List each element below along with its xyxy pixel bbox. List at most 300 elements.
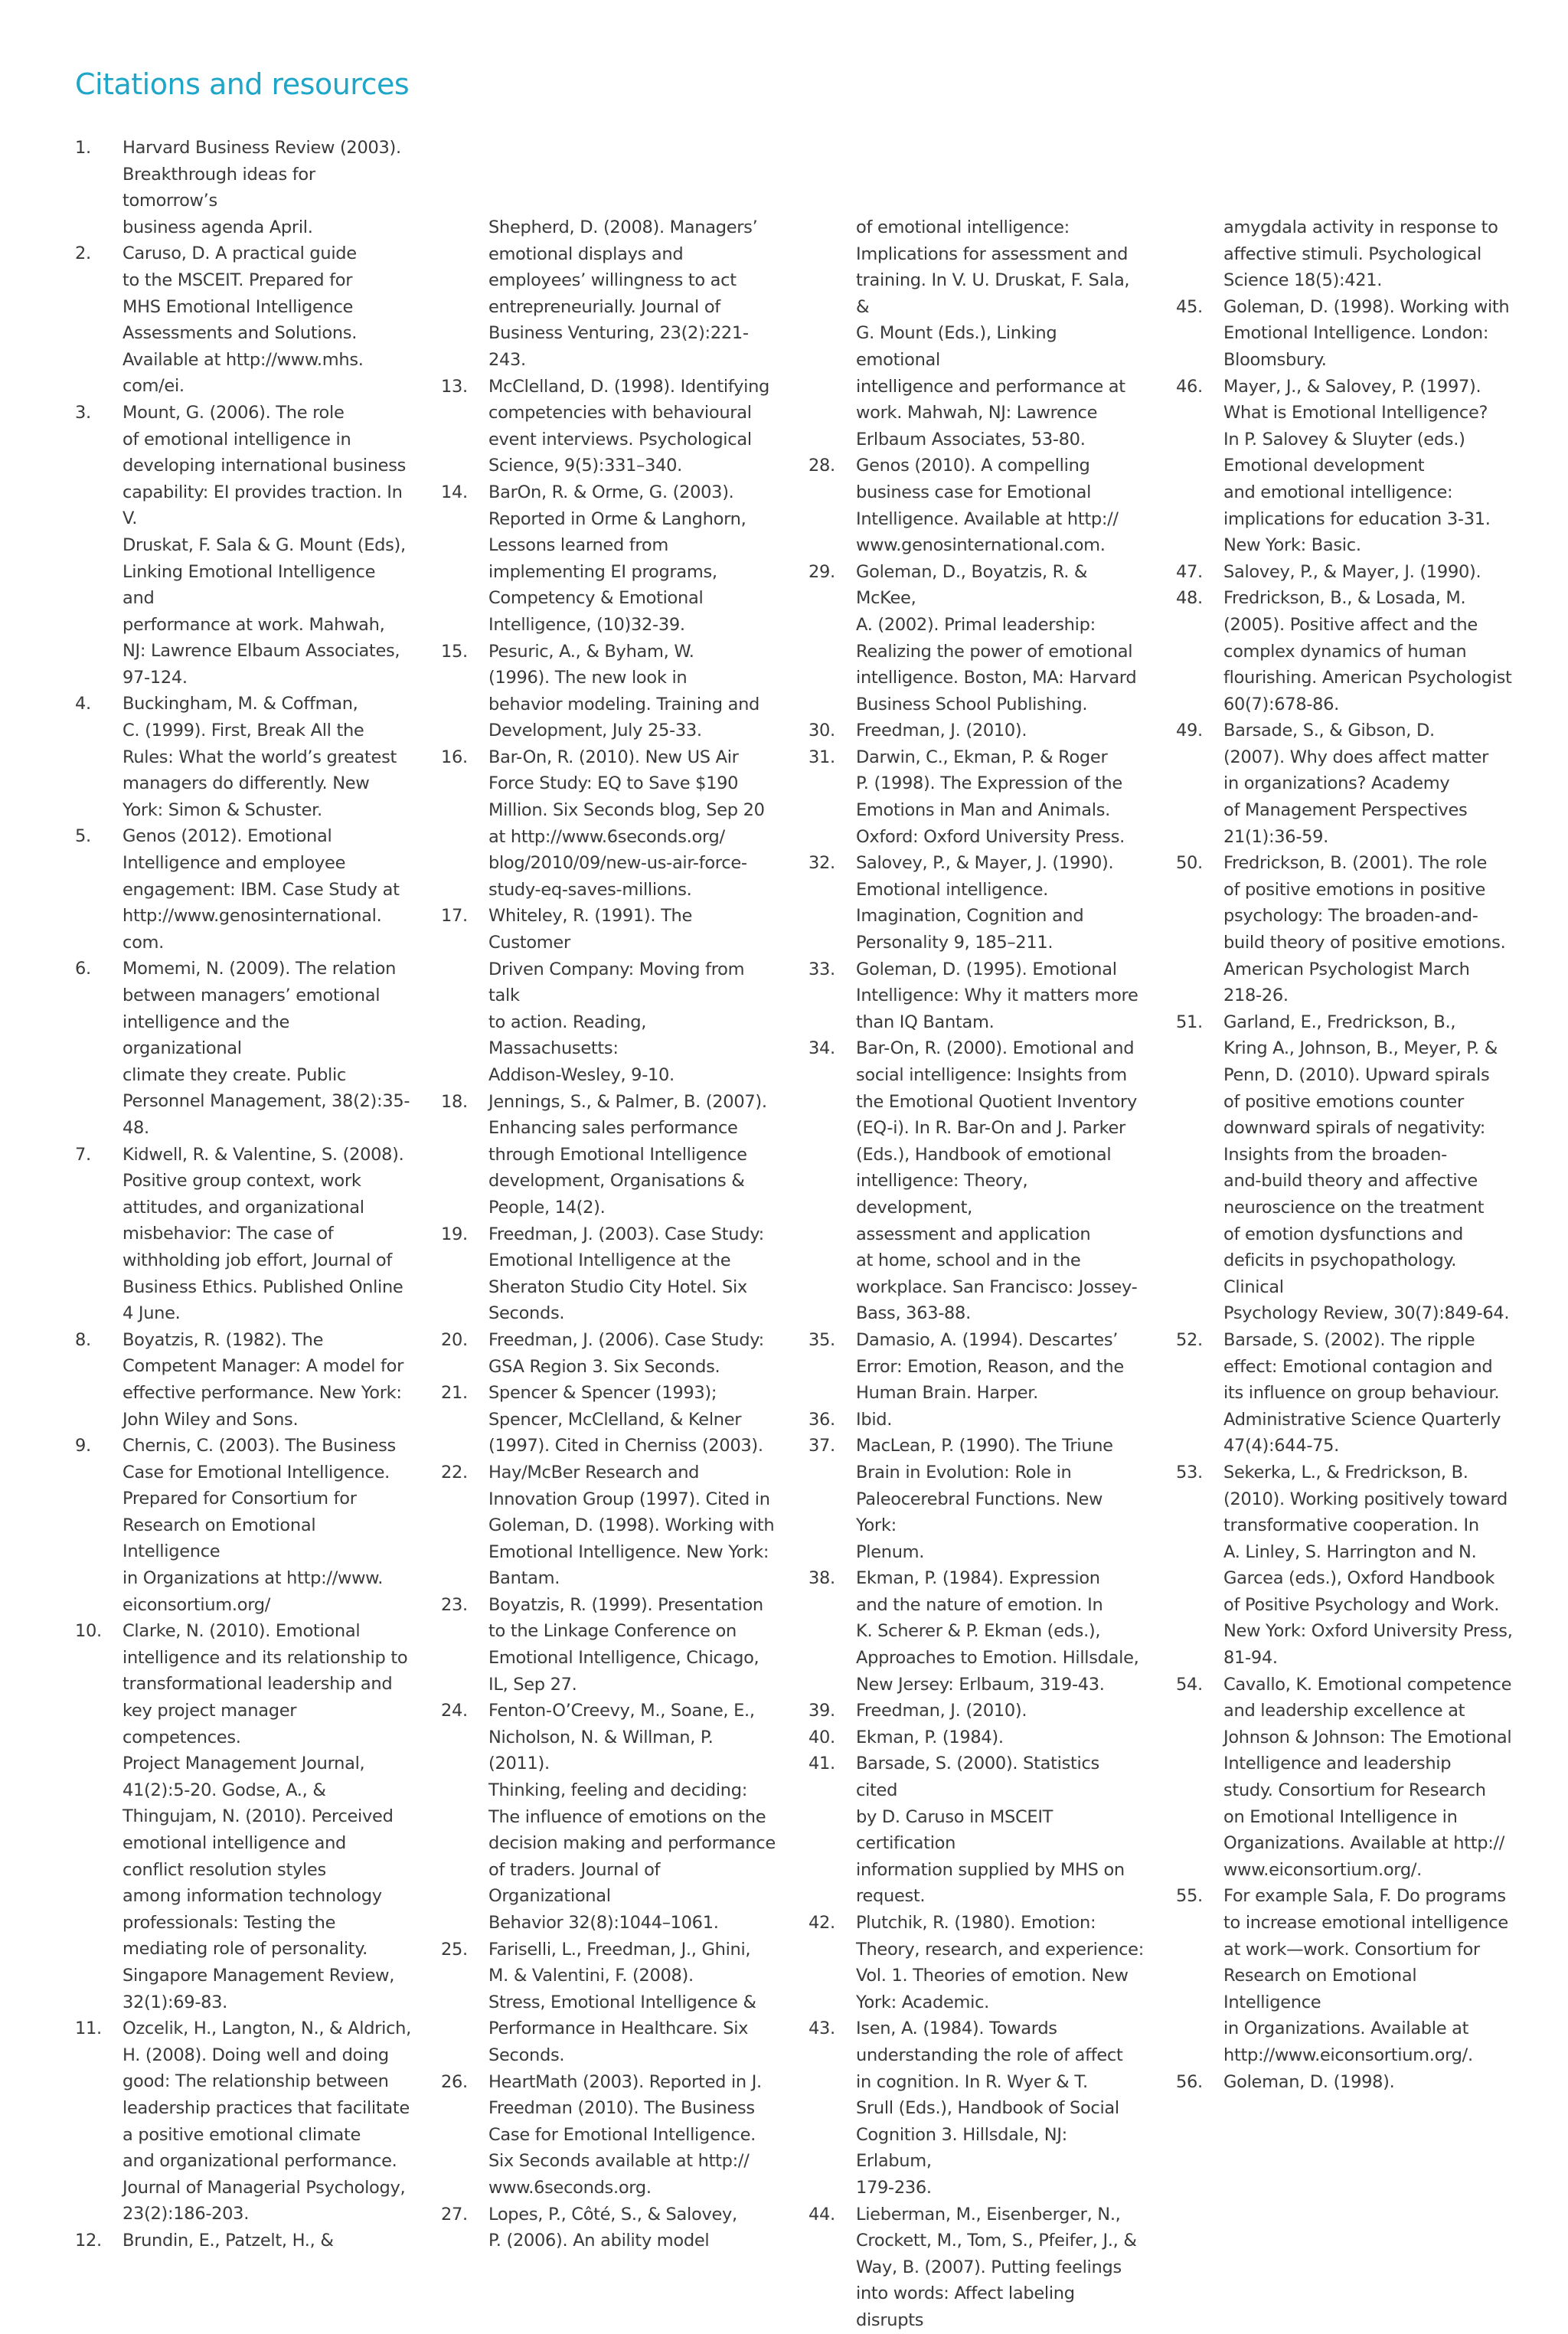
citation-text: [122, 1142, 412, 1327]
citation-line: Emotions in Man and Animals.: [856, 800, 1110, 821]
citation-line: Force Study: EQ to Save $190: [488, 773, 739, 794]
citation-line: Penn, D. (2010). Upward spirals: [1223, 1065, 1490, 1085]
citation-line: Freedman, J. (2010).: [856, 1701, 1027, 1721]
citation-line: by D. Caruso in MSCEIT certification: [856, 1806, 1054, 1854]
citation-line: Spencer & Spencer (1993);: [488, 1383, 717, 1404]
citation-line: of traders. Journal of Organizational: [488, 1859, 661, 1907]
citation-line: Case for Emotional Intelligence.: [488, 2124, 756, 2145]
citation-entry: [75, 1327, 412, 1433]
citation-entry: [808, 1327, 1145, 1407]
citation-entry: [1176, 850, 1513, 1009]
citation-line: 23(2):186-203.: [122, 2204, 250, 2224]
citation-entry: [808, 1565, 1145, 1698]
citation-line: Science 18(5):421.: [1223, 270, 1383, 291]
citation-line: (1996). The new look in: [488, 668, 688, 688]
citation-line: Fariselli, L., Freedman, J., Ghini,: [488, 1939, 751, 1960]
citation-text: [856, 718, 1145, 744]
citation-text: [1223, 1327, 1513, 1460]
citation-line: http://www.eiconsortium.org/.: [1223, 2045, 1473, 2065]
citation-line: key project manager competences.: [122, 1701, 297, 1747]
citation-text: [122, 1618, 412, 2015]
citation-entry: [1176, 1883, 1513, 2068]
citation-number: 23.: [441, 1594, 468, 1615]
citation-line: www.eiconsortium.org/.: [1223, 1859, 1422, 1880]
citation-entry: [1176, 294, 1513, 374]
citation-line: in Organizations. Available at: [1223, 2019, 1469, 2039]
citation-line: build theory of positive emotions.: [1223, 933, 1506, 953]
citation-line: of Positive Psychology and Work.: [1223, 1594, 1500, 1615]
citation-line: to the Linkage Conference on: [488, 1621, 737, 1642]
citation-entry: [441, 1698, 778, 1936]
citation-number: 51.: [1176, 1012, 1203, 1032]
citation-text: [856, 1698, 1145, 1724]
citation-line: Goleman, D., Boyatzis, R. & McKee,: [856, 561, 1088, 609]
citation-entry: [1176, 1327, 1513, 1460]
citation-line: Innovation Group (1997). Cited in: [488, 1489, 770, 1509]
citation-line: G. Mount (Eds.), Linking emotional: [856, 323, 1057, 370]
citation-number: 20.: [441, 1329, 468, 1350]
citation-line: Addison-Wesley, 9-10.: [488, 1065, 675, 1085]
citation-line: Intelligence and leadership: [1223, 1754, 1452, 1774]
citation-line: Genos (2010). A compelling: [856, 456, 1090, 476]
citation-text: [122, 2228, 412, 2254]
citation-line: intelligence and performance at: [856, 376, 1125, 397]
citation-number: 45.: [1176, 296, 1203, 317]
citation-text: [122, 1433, 412, 1618]
citation-line: What is Emotional Intelligence?: [1223, 403, 1488, 423]
citation-line: In P. Salovey & Sluyter (eds.): [1223, 429, 1465, 449]
citation-line: and the nature of emotion. In: [856, 1594, 1103, 1615]
citation-line: psychology: The broaden-and-: [1223, 906, 1478, 927]
citation-line: Competency & Emotional: [488, 588, 704, 609]
citation-line: (2007). Why does affect matter: [1223, 747, 1489, 767]
citation-entry: [441, 1592, 778, 1698]
citation-line: Project Management Journal,: [122, 1754, 365, 1774]
citation-line: of emotional intelligence in: [122, 429, 351, 449]
citation-number: 50.: [1176, 853, 1203, 874]
citation-entry: [808, 1698, 1145, 1724]
citation-number: 21.: [441, 1383, 468, 1404]
citation-text: [488, 639, 778, 744]
citation-text: [1223, 294, 1513, 374]
citation-line: than IQ Bantam.: [856, 1012, 995, 1032]
citation-line: emotional displays and: [488, 244, 684, 264]
citation-line: Realizing the power of emotional: [856, 641, 1133, 662]
citation-entry: [75, 135, 412, 240]
citation-line: Organizations. Available at http://: [1223, 1833, 1505, 1854]
citation-line: 81-94.: [1223, 1648, 1278, 1669]
citation-entry: [808, 2015, 1145, 2201]
citation-entry: [75, 691, 412, 823]
citation-line: Momemi, N. (2009). The relation: [122, 959, 397, 979]
citation-line: (2005). Positive affect and the: [1223, 614, 1478, 635]
citation-line: withholding job effort, Journal of: [122, 1250, 392, 1270]
citation-line: Brain in Evolution: Role in: [856, 1462, 1072, 1482]
citation-line: 48.: [122, 1117, 149, 1138]
citation-number: 29.: [808, 561, 835, 582]
citation-line: Vol. 1. Theories of emotion. New: [856, 1966, 1129, 1986]
citation-line: intelligence: Theory, development,: [856, 1171, 1028, 1218]
citation-entry: [808, 1750, 1145, 1910]
citation-entry: [1176, 1672, 1513, 1884]
citation-line: 41(2):5-20. Godse, A., &: [122, 1780, 326, 1800]
citation-line: Linking Emotional Intelligence and: [122, 561, 376, 609]
citation-line: Goleman, D. (1998). Working with: [488, 1515, 775, 1536]
citation-line: assessment and application: [856, 1224, 1091, 1244]
citation-line: Goleman, D. (1998).: [1223, 2071, 1395, 2092]
citation-line: Shepherd, D. (2008). Managers’: [488, 217, 758, 237]
citation-entry: [808, 559, 1145, 718]
citation-line: Bar-On, R. (2000). Emotional and: [856, 1038, 1135, 1059]
citation-number: 2.: [75, 244, 91, 264]
citation-line: professionals: Testing the: [122, 1912, 336, 1933]
citation-line: Fredrickson, B., & Losada, M.: [1223, 588, 1466, 609]
citation-line: Personnel Management, 38(2):35-: [122, 1091, 410, 1112]
citation-line: study-eq-saves-millions.: [488, 879, 692, 900]
citation-line: to action. Reading, Massachusetts:: [488, 1012, 647, 1059]
citations-column-3: [808, 214, 1145, 2334]
citation-line: Bar-On, R. (2010). New US Air: [488, 747, 739, 767]
citation-line: Jennings, S., & Palmer, B. (2007).: [488, 1091, 767, 1112]
citation-number: 11.: [75, 2019, 102, 2039]
citation-line: K. Scherer & P. Ekman (eds.),: [856, 1621, 1101, 1642]
citation-number: 10.: [75, 1621, 102, 1642]
citation-line: leadership practices that facilitate: [122, 2097, 410, 2118]
citation-text: [122, 956, 412, 1141]
citation-line: Plutchik, R. (1980). Emotion:: [856, 1913, 1096, 1933]
citation-line: Ibid.: [856, 1409, 893, 1430]
citation-entry: [75, 823, 412, 956]
citation-line: York: Simon & Schuster.: [122, 799, 322, 820]
citation-text: [1223, 2069, 1513, 2096]
citation-entry: [441, 639, 778, 744]
citation-number: 27.: [441, 2204, 468, 2224]
citation-text: [1223, 585, 1513, 718]
citation-line: Paleocerebral Functions. New York:: [856, 1489, 1103, 1536]
citation-text: [856, 744, 1145, 850]
citation-line: intelligence and its relationship to: [122, 1647, 408, 1668]
citation-line: Sheraton Studio City Hotel. Six: [488, 1277, 747, 1297]
citation-line: training. In V. U. Druskat, F. Sala, &: [856, 270, 1130, 317]
citation-line: behavior modeling. Training and: [488, 694, 760, 714]
citation-line: Stress, Emotional Intelligence &: [488, 1992, 756, 2012]
citation-line: Garcea (eds.), Oxford Handbook: [1223, 1568, 1495, 1589]
citation-line: Barsade, S., & Gibson, D.: [1223, 721, 1435, 741]
citation-entry: [441, 1221, 778, 1327]
citation-line: 60(7):678-86.: [1223, 694, 1340, 714]
citation-line: Caruso, D. A practical guide: [122, 244, 357, 264]
citation-entry: [75, 2228, 412, 2254]
citation-entry: [1176, 718, 1513, 850]
citation-number: 19.: [441, 1224, 468, 1244]
citation-line: of Management Perspectives: [1223, 800, 1468, 821]
citation-text: [1223, 374, 1513, 559]
citation-number: 31.: [808, 747, 835, 767]
citation-line: Enhancing sales performance: [488, 1118, 738, 1139]
citation-line: Lessons learned from: [488, 535, 668, 556]
citation-line: Clarke, N. (2010). Emotional: [122, 1621, 361, 1642]
citation-line: amygdala activity in response to: [1223, 217, 1498, 237]
citation-number: 3.: [75, 402, 91, 423]
citation-line: American Psychologist March: [1223, 959, 1470, 979]
citation-line: John Wiley and Sons.: [122, 1409, 299, 1430]
citation-line: www.6seconds.org.: [488, 2177, 652, 2198]
citation-line: effect: Emotional contagion and: [1223, 1356, 1493, 1377]
citation-text: [856, 1724, 1145, 1751]
citation-line: Development, July 25-33.: [488, 721, 702, 741]
citation-line: Psychology Review, 30(7):849-64.: [1223, 1303, 1510, 1324]
citation-line: Salovey, P., & Mayer, J. (1990).: [856, 853, 1114, 874]
citation-line: eiconsortium.org/: [122, 1594, 271, 1615]
citation-line: Science, 9(5):331–340.: [488, 456, 682, 476]
citation-line: neuroscience on the treatment: [1223, 1197, 1485, 1218]
citation-number: 15.: [441, 641, 468, 662]
citation-line: Freedman, J. (2006). Case Study:: [488, 1329, 764, 1350]
citation-line: Emotional development: [1223, 456, 1425, 476]
citation-text: [122, 691, 412, 823]
citation-entry: [808, 850, 1145, 956]
citation-number: 22.: [441, 1462, 468, 1482]
citation-line: Spencer, McClelland, & Kelner: [488, 1409, 742, 1430]
citation-line: Available at http://www.mhs.: [122, 349, 364, 370]
citation-line: at home, school and in the: [856, 1250, 1081, 1271]
citation-line: P. (2006). An ability model: [488, 2231, 710, 2251]
citation-entry: [75, 2015, 412, 2228]
citation-line: Research on Emotional Intelligence: [122, 1515, 316, 1562]
citation-line: Business School Publishing.: [856, 694, 1088, 714]
citation-number: 6.: [75, 959, 91, 979]
citation-number: 8.: [75, 1329, 91, 1350]
citation-text: [122, 1327, 412, 1433]
citation-text: [856, 2202, 1145, 2334]
citation-text: [122, 2015, 412, 2228]
citation-line: Business Venturing, 23(2):221-243.: [488, 323, 749, 370]
citation-line: The influence of emotions on the: [488, 1806, 766, 1827]
citation-entry: [441, 1937, 778, 2069]
citation-entry-continued: [1176, 214, 1513, 294]
citation-line: a positive emotional climate: [122, 2124, 361, 2145]
citation-text: [856, 850, 1145, 956]
citation-line: and organizational performance.: [122, 2151, 397, 2172]
citation-line: P. (1998). The Expression of the: [856, 773, 1122, 794]
citation-line: capability: EI provides traction. In V.: [122, 482, 403, 529]
citation-line: Reported in Orme & Langhorn,: [488, 508, 746, 529]
citation-line: downward spirals of negativity:: [1223, 1118, 1486, 1139]
citation-number: 17.: [441, 906, 468, 927]
citation-line: blog/2010/09/new-us-air-force-: [488, 853, 747, 874]
citation-text: [856, 1035, 1145, 1327]
citation-line: at work—work. Consortium for: [1223, 1939, 1480, 1960]
citation-number: 52.: [1176, 1329, 1203, 1350]
citation-entry: [1176, 559, 1513, 586]
citation-line: Erlbaum Associates, 53-80.: [856, 429, 1086, 449]
citation-line: 32(1):69-83.: [122, 1992, 228, 2012]
citation-line: Driven Company: Moving from talk: [488, 959, 745, 1006]
citation-line: Goleman, D. (1995). Emotional: [856, 959, 1117, 979]
citation-text: [122, 823, 412, 956]
citation-line: Hay/McBer Research and: [488, 1462, 700, 1482]
citation-line: GSA Region 3. Six Seconds.: [488, 1356, 720, 1377]
citation-text: [488, 479, 778, 639]
citation-line: of emotion dysfunctions and: [1223, 1224, 1463, 1244]
citation-text: [488, 1089, 778, 1221]
citation-line: Oxford: Oxford University Press.: [856, 826, 1125, 847]
citation-line: intelligence. Boston, MA: Harvard: [856, 668, 1137, 688]
citation-number: 47.: [1176, 561, 1203, 582]
citation-line: Isen, A. (1984). Towards: [856, 2019, 1057, 2039]
citation-line: competencies with behavioural: [488, 403, 752, 423]
citation-entry: [75, 1433, 412, 1618]
citation-line: Cognition 3. Hillsdale, NJ: Erlabum,: [856, 2124, 1067, 2172]
citation-line: Fredrickson, B. (2001). The role: [1223, 853, 1488, 874]
citation-line: A. (2002). Primal leadership:: [856, 614, 1096, 635]
citation-text: [488, 2069, 778, 2202]
citation-line: business case for Emotional: [856, 482, 1092, 502]
citation-line: conflict resolution styles: [122, 1859, 326, 1880]
citation-line: Intelligence: Why it matters more: [856, 986, 1138, 1006]
citation-line: 179-236.: [856, 2177, 932, 2198]
citation-number: 13.: [441, 376, 468, 397]
citation-line: 218-26.: [1223, 986, 1289, 1006]
citation-line: Genos (2012). Emotional: [122, 826, 332, 847]
citation-line: Emotional Intelligence. London:: [1223, 323, 1489, 344]
citation-number: 26.: [441, 2071, 468, 2092]
citation-line: of positive emotions counter: [1223, 1091, 1464, 1112]
citation-line: 4 June.: [122, 1303, 181, 1324]
citation-line: McClelland, D. (1998). Identifying: [488, 376, 770, 397]
citation-text: [488, 214, 778, 374]
citation-entry: [441, 1380, 778, 1460]
citation-number: 53.: [1176, 1462, 1203, 1482]
citation-line: complex dynamics of human: [1223, 641, 1467, 662]
citation-line: com.: [122, 932, 165, 953]
citation-number: 39.: [808, 1701, 835, 1721]
citation-line: Lieberman, M., Eisenberger, N.,: [856, 2204, 1121, 2224]
citation-line: Kring A., Johnson, B., Meyer, P. &: [1223, 1038, 1498, 1059]
citations-column-2: [441, 214, 778, 2254]
citation-number: 12.: [75, 2230, 102, 2251]
citation-line: emotional intelligence and: [122, 1833, 347, 1853]
citation-line: Six Seconds available at http://: [488, 2151, 750, 2172]
citation-line: Mount, G. (2006). The role: [122, 402, 345, 423]
citation-line: Intelligence and employee: [122, 853, 346, 874]
citation-line: MHS Emotional Intelligence: [122, 296, 354, 317]
citation-line: work. Mahwah, NJ: Lawrence: [856, 403, 1098, 423]
citation-number: 43.: [808, 2019, 835, 2039]
citation-line: developing international business: [122, 456, 407, 476]
citation-line: Sekerka, L., & Fredrickson, B.: [1223, 1462, 1468, 1482]
citation-text: [1223, 1883, 1513, 2068]
citation-line: intelligence and the organizational: [122, 1012, 290, 1059]
citation-line: and emotional intelligence:: [1223, 482, 1453, 502]
citation-line: Freedman, J. (2010).: [856, 721, 1027, 741]
citation-text: [856, 559, 1145, 718]
citation-line: Kidwell, R. & Valentine, S. (2008).: [122, 1144, 404, 1165]
citation-line: in Organizations at http://www.: [122, 1568, 384, 1589]
citation-line: HeartMath (2003). Reported in J.: [488, 2071, 762, 2092]
citation-number: 14.: [441, 482, 468, 502]
citation-entry: [75, 400, 412, 691]
citation-text: [856, 1565, 1145, 1698]
citation-line: Seconds.: [488, 1303, 565, 1324]
citation-line: Prepared for Consortium for: [122, 1489, 357, 1509]
citation-line: 97-124.: [122, 667, 188, 688]
citation-text: [1223, 1009, 1513, 1327]
citation-line: Freedman (2010). The Business: [488, 2098, 755, 2119]
citation-line: NJ: Lawrence Elbaum Associates,: [122, 641, 400, 662]
citation-line: engagement: IBM. Case Study at: [122, 879, 400, 900]
citation-text: [122, 400, 412, 691]
citation-line: understanding the role of affect: [856, 2045, 1123, 2065]
citation-line: Emotional Intelligence, Chicago,: [488, 1648, 760, 1669]
citation-text: [1223, 559, 1513, 586]
citation-line: information supplied by MHS on: [856, 1859, 1125, 1880]
citation-line: Insights from the broaden-: [1223, 1144, 1447, 1165]
citation-entry-continued: [808, 214, 1145, 453]
citation-number: 5.: [75, 826, 91, 847]
citation-line: (EQ-i). In R. Bar-On and J. Parker: [856, 1118, 1126, 1139]
citation-number: 42.: [808, 1913, 835, 1933]
citation-line: study. Consortium for Research: [1223, 1780, 1486, 1801]
citation-line: Implications for assessment and: [856, 244, 1129, 264]
citation-line: Emotional Intelligence. New York:: [488, 1541, 769, 1562]
citation-line: at http://www.6seconds.org/: [488, 826, 725, 847]
citation-line: Administrative Science Quarterly: [1223, 1409, 1501, 1430]
citation-line: People, 14(2).: [488, 1197, 606, 1218]
citation-line: com/ei.: [122, 376, 185, 397]
citation-line: www.genosinternational.com.: [856, 535, 1106, 556]
citation-line: Intelligence. Available at http://: [856, 508, 1119, 529]
citation-text: [488, 374, 778, 479]
citation-text: [856, 1407, 1145, 1433]
citation-entry: [441, 1089, 778, 1221]
citation-line: in cognition. In R. Wyer & T.: [856, 2071, 1088, 2092]
citation-line: New York: Basic.: [1223, 535, 1361, 556]
citation-entry: [808, 1724, 1145, 1751]
citation-line: into words: Affect labeling disrupts: [856, 2283, 1075, 2330]
citation-entry: [75, 1618, 412, 2015]
citation-line: deficits in psychopathology. Clinical: [1223, 1250, 1457, 1297]
citation-line: http://www.genosinternational.: [122, 906, 382, 927]
citation-text: [488, 1592, 778, 1698]
citation-line: of positive emotions in positive: [1223, 879, 1486, 900]
citation-line: A. Linley, S. Harrington and N.: [1223, 1541, 1477, 1562]
citation-line: Salovey, P., & Mayer, J. (1990).: [1223, 561, 1481, 582]
citation-line: New York: Oxford University Press,: [1223, 1621, 1513, 1642]
citation-number: [1176, 214, 1223, 294]
citation-line: Garland, E., Fredrickson, B.,: [1223, 1012, 1456, 1032]
citation-line: effective performance. New York:: [122, 1382, 402, 1403]
citation-line: Ozcelik, H., Langton, N., & Aldrich,: [122, 2019, 411, 2039]
citation-number: 16.: [441, 747, 468, 767]
citation-line: Crockett, M., Tom, S., Pfeifer, J., &: [856, 2231, 1137, 2251]
citation-line: Damasio, A. (1994). Descartes’: [856, 1329, 1119, 1350]
citation-line: Plenum.: [856, 1541, 925, 1562]
citation-line: Mayer, J., & Salovey, P. (1997).: [1223, 376, 1481, 397]
citation-text: [1223, 718, 1513, 850]
citation-number: 24.: [441, 1701, 468, 1721]
citation-text: [856, 1327, 1145, 1407]
citation-line: Approaches to Emotion. Hillsdale,: [856, 1648, 1139, 1669]
citation-line: H. (2008). Doing well and doing: [122, 2045, 389, 2065]
citation-line: business agenda April.: [122, 217, 313, 237]
citation-text: [856, 453, 1145, 558]
citation-text: [122, 135, 412, 240]
citation-line: employees’ willingness to act: [488, 270, 737, 291]
citation-line: Thinking, feeling and deciding:: [488, 1780, 748, 1801]
citation-number: 1.: [75, 138, 91, 158]
citation-line: Bantam.: [488, 1568, 560, 1589]
